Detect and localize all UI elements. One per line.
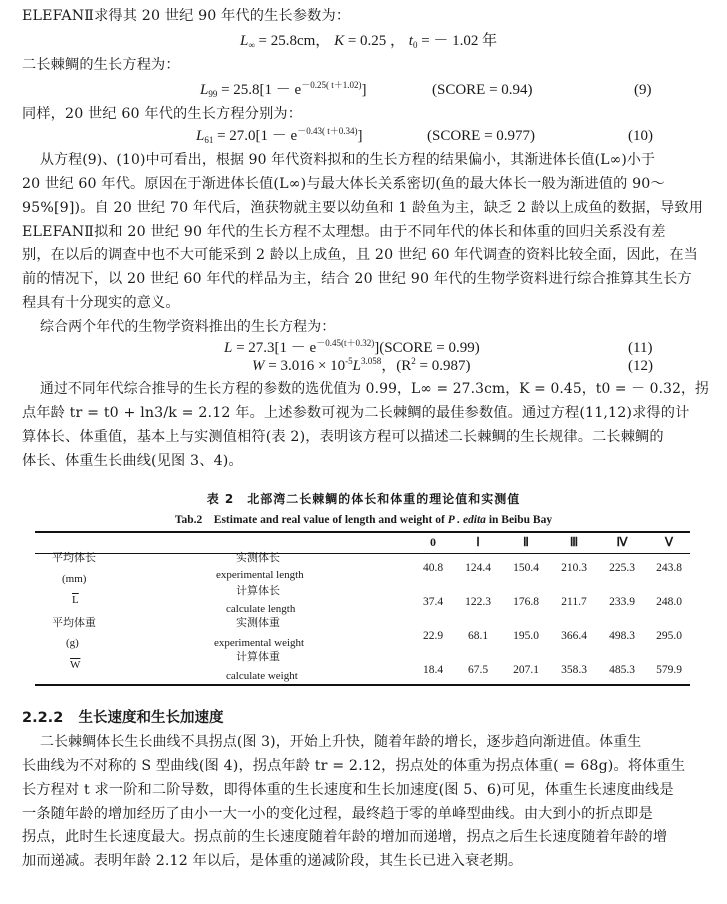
table-top-rule — [35, 531, 690, 533]
paragraph-line: 长方程对 t 求一阶和二阶导数，即得体重的生长速度和生长加速度(图 5、6)可见，体重生长速度曲线是 — [22, 782, 674, 798]
table-caption-en — [0, 511, 727, 527]
symbol: K — [334, 33, 345, 49]
text-line: 综合两个年代的生物学资料推出的生长方程为： — [40, 319, 336, 335]
subscript: 0 — [412, 40, 418, 50]
table-cell: 366.4 — [561, 630, 587, 642]
table-bottom-rule — [35, 684, 690, 686]
species-name: P . edita — [447, 514, 486, 526]
subscript: 99 — [208, 89, 218, 99]
paragraph-line: 点年龄 tr = t0 + ln3/k = 2.12 年。上述参数可视为二长棘鲷的最佳参数值。通过方程(11,12)求得的计 — [22, 405, 690, 421]
table-cell: 207.1 — [513, 664, 539, 676]
table-cell: 233.9 — [609, 596, 635, 608]
table-cell: 210.3 — [561, 562, 587, 574]
table-cell: 225.3 — [609, 562, 635, 574]
equation-11 — [224, 338, 480, 358]
eq-body: = 25.8[1 － e — [217, 82, 302, 98]
caption-text: in Beibu Bay — [485, 514, 553, 526]
symbol: L — [224, 340, 233, 356]
subscript: ∞ — [248, 40, 255, 50]
paragraph-line: 通过不同年代综合推导的生长方程的参数的选优值为 0.99，L∞ = 27.3cm，K = 0.45，t0 = － 0.32，拐 — [40, 381, 709, 397]
column-header: Ⅳ — [616, 535, 628, 549]
equation-number: (10) — [628, 128, 653, 144]
paragraph-line: 二长棘鲷体长生长曲线不具拐点(图 3)，开始上升快，随着年龄的增长，逐步趋向渐进值。体重生 — [40, 734, 642, 750]
paragraph-line: 别，在以后的调查中也不大可能采到 2 龄以上成鱼，且 20 世纪 60 年代调查的资料比较全面，因此，在当 — [22, 247, 699, 263]
table-cell: 248.0 — [656, 596, 682, 608]
eq-tail: = 0.987) — [415, 358, 471, 374]
table-cell: 195.0 — [513, 630, 539, 642]
symbol: L — [196, 128, 205, 144]
table-cell: 68.1 — [467, 630, 489, 642]
equation-number: (9) — [634, 82, 652, 98]
paragraph-line: 体长、体重生长曲线(见图 3、4)。 — [22, 453, 243, 469]
column-header: Ⅴ — [664, 535, 674, 549]
eq-tail: ](SCORE = 0.99) — [374, 340, 480, 356]
exponent: -5 — [345, 356, 353, 366]
equation-params-90s — [240, 31, 497, 51]
paragraph-line: 算体长、体重值，基本上与实测值相符(表 2)，表明该方程可以描述二长棘鲷的生长规律。二长棘鲷的 — [22, 429, 664, 445]
equation-12 — [252, 356, 471, 376]
paragraph-line: ELEFANⅡ拟和 20 世纪 90 年代的生长方程不太理想。由于不同年代的体长和体重的回归关系没有差 — [22, 224, 666, 240]
row-name-en: experimental weight — [214, 637, 305, 649]
eq-tail: ] — [361, 82, 367, 98]
paragraph-line: 程具有十分现实的意义。 — [22, 295, 180, 311]
eq-body: = 27.3[1 － e — [232, 340, 317, 356]
row-name-cn: 实测体重 — [236, 616, 280, 629]
table-cell: 150.4 — [513, 562, 539, 574]
symbol: t — [408, 33, 413, 49]
subscript: 61 — [204, 135, 214, 145]
table-cell: 22.9 — [422, 630, 444, 642]
table-cell: 67.5 — [467, 664, 489, 676]
row-name-en: calculate weight — [226, 670, 298, 682]
paragraph-line: 20 世纪 60 年代。原因在于渐进体长值(L∞)与最大体长关系密切(鱼的最大体长一般为渐进值的 90～ — [22, 176, 665, 192]
exponent: －0.43( t＋0.34) — [297, 126, 358, 136]
value: = 0.25 ， — [344, 33, 406, 49]
text-line: 同样，20 世纪 60 年代的生长方程分别为： — [22, 106, 303, 122]
group-label: 平均体重 — [52, 616, 96, 629]
equation-10 — [196, 126, 362, 146]
row-name-cn: 实测体长 — [236, 551, 280, 564]
symbol: L — [352, 358, 362, 374]
table-cell: 176.8 — [513, 596, 539, 608]
section-heading — [22, 706, 223, 727]
table-cell: 122.3 — [465, 596, 491, 608]
exponent: －0.25( t＋1.02) — [301, 80, 362, 90]
equation-10-score: (SCORE = 0.977) — [427, 128, 536, 144]
paragraph-line: 从方程(9)、(10)中可看出，根据 90 年代资料拟和的生长方程的结果偏小，其渐进体长值(L∞)小于 — [40, 152, 656, 168]
column-header: Ⅱ — [523, 535, 529, 549]
table-cell: 211.7 — [561, 596, 587, 608]
text-line: 二长棘鲷的生长方程为： — [22, 57, 180, 73]
group-unit: (g) — [66, 637, 79, 649]
column-header: Ⅲ — [569, 535, 579, 549]
table-cell: 40.8 — [422, 562, 444, 574]
eq-body: = 3.016 × 10 — [264, 358, 346, 374]
paragraph-line: 前的情况下，以 20 世纪 60 年代的样品为主，结合 20 世纪 90 年代的生物学资料进行综合推算其生长方 — [22, 271, 692, 287]
paragraph-line: 95%[9])。自 20 世纪 70 年代后，渔获物就主要以幼鱼和 1 龄鱼为主，缺乏 2 龄以上成鱼的数据，导致用 — [22, 200, 704, 216]
paragraph-line: 拐点，此时生长速度最大。拐点前的生长速度随着年龄的增加而递增，拐点之后生长速度随着年龄的增 — [22, 829, 668, 845]
table-cell: 295.0 — [656, 630, 682, 642]
eq-tail: ] — [357, 128, 363, 144]
table-cell: 243.8 — [656, 562, 682, 574]
row-name-en: experimental length — [216, 569, 304, 581]
eq-tail: ，(R — [381, 358, 412, 374]
table-cell: 18.4 — [422, 664, 444, 676]
table-cell: 358.3 — [561, 664, 587, 676]
table-cell: 124.4 — [465, 562, 491, 574]
equation-9-score: (SCORE = 0.94) — [432, 82, 533, 98]
table-cell: 485.3 — [609, 664, 635, 676]
exponent: －0.45(t＋0.32) — [316, 338, 375, 348]
table-caption-cn: 表 2 北部湾二长棘鲷的体长和体重的理论值和实测值 — [206, 492, 521, 506]
value: = － 1.02 年 — [417, 33, 498, 49]
column-header: Ⅰ — [476, 535, 480, 549]
row-name-cn: 计算体重 — [236, 650, 280, 663]
exponent: 2 — [411, 356, 416, 366]
section-title: 生长速度和生长加速度 — [78, 710, 224, 726]
equation-number: (12) — [628, 358, 653, 374]
row-name-cn: 计算体长 — [236, 584, 280, 597]
equation-number: (11) — [628, 340, 653, 356]
group-label: 平均体长 — [52, 551, 96, 564]
row-name-en: calculate length — [226, 603, 296, 615]
column-header: 0 — [430, 535, 436, 549]
group-unit: (mm) — [62, 573, 87, 585]
paragraph-line: 一条随年龄的增加经历了由小一大一小的变化过程，最终趋于零的单峰型曲线。由大到小的折点即是 — [22, 806, 653, 822]
paragraph-line: 加而递减。表明年龄 2.12 年以后，是体重的递减阶段，其生长已进入衰老期。 — [22, 853, 523, 869]
group-symbol: $\overline{L}$ — [72, 594, 79, 606]
table-header-rule — [35, 553, 690, 554]
symbol: L — [200, 82, 209, 98]
table-cell: 37.4 — [422, 596, 444, 608]
symbol: W — [252, 358, 265, 374]
table-cell: 579.9 — [656, 664, 682, 676]
text-line: ELEFANⅡ求得其 20 世纪 90 年代的生长参数为： — [22, 8, 351, 24]
value: = 25.8cm， — [254, 33, 331, 49]
exponent: 3.058 — [361, 356, 382, 366]
eq-body: = 27.0[1 － e — [213, 128, 298, 144]
section-number: 2.2.2 — [22, 710, 64, 726]
caption-text: Tab.2 Estimate and real value of length and weight of — [174, 514, 448, 526]
table-cell: 498.3 — [609, 630, 635, 642]
paragraph-line: 长曲线为不对称的 S 型曲线(图 4)，拐点年龄 tr = 2.12，拐点处的体重为拐点体重( = 68g)。将体重生 — [22, 758, 686, 774]
group-symbol: $\overline{W}$ — [70, 659, 81, 671]
equation-9 — [200, 80, 366, 100]
symbol: L — [240, 33, 249, 49]
